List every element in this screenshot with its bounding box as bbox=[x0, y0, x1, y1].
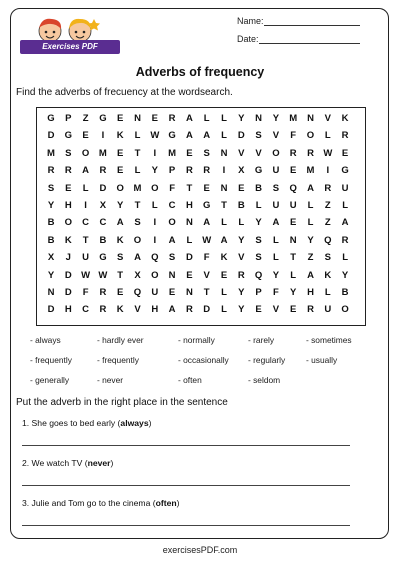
word-list-item: - frequently bbox=[30, 355, 72, 365]
wordsearch-letter[interactable]: A bbox=[185, 113, 193, 124]
wordsearch-letter[interactable]: W bbox=[202, 234, 212, 246]
wordsearch-letter[interactable]: H bbox=[64, 304, 72, 316]
wordsearch-letter[interactable]: L bbox=[221, 304, 227, 316]
wordsearch-letter[interactable]: C bbox=[99, 217, 107, 229]
word-list-item: - usually bbox=[306, 355, 338, 365]
wordsearch-letter[interactable]: R bbox=[307, 304, 314, 316]
wordsearch-letter[interactable]: E bbox=[151, 113, 158, 124]
wordsearch-letter[interactable]: R bbox=[185, 304, 193, 316]
sentence-item bbox=[22, 418, 152, 428]
wordsearch-letter[interactable]: D bbox=[237, 130, 245, 142]
wordsearch-letter[interactable]: M bbox=[47, 147, 55, 159]
wordsearch-instruction: Find the adverbs of frecuency at the wordsearch. bbox=[16, 87, 233, 98]
wordsearch-letter[interactable]: B bbox=[341, 287, 349, 298]
wordsearch-letter[interactable]: W bbox=[81, 269, 91, 281]
wordsearch-letter[interactable]: Y bbox=[238, 287, 245, 298]
wordsearch-letter[interactable]: R bbox=[203, 165, 211, 177]
wordsearch-letter[interactable]: D bbox=[47, 304, 55, 316]
wordsearch-letter[interactable]: E bbox=[65, 182, 72, 194]
wordsearch-letter[interactable]: N bbox=[220, 182, 228, 194]
wordsearch-letter[interactable]: N bbox=[185, 217, 193, 229]
wordsearch-letter[interactable]: V bbox=[134, 304, 141, 316]
logo-text: Exercises PDF bbox=[20, 40, 120, 54]
wordsearch-letter[interactable]: L bbox=[272, 234, 279, 246]
wordsearch-letter[interactable]: S bbox=[117, 252, 124, 264]
word-list-item: - generally bbox=[30, 375, 70, 385]
wordsearch-letter[interactable]: A bbox=[203, 130, 211, 142]
wordsearch-letter[interactable]: E bbox=[117, 165, 124, 177]
sentence-instruction: Put the adverb in the right place in the sentence bbox=[16, 397, 228, 408]
wordsearch-letter[interactable]: Y bbox=[255, 217, 262, 229]
wordsearch-letter[interactable]: L bbox=[272, 252, 279, 264]
wordsearch-letter[interactable]: R bbox=[237, 269, 245, 281]
wordsearch-letter[interactable]: R bbox=[99, 287, 107, 298]
wordsearch-letter[interactable]: M bbox=[306, 165, 315, 177]
wordsearch-letter[interactable]: B bbox=[99, 234, 107, 246]
wordsearch-letter[interactable]: E bbox=[255, 304, 262, 316]
wordsearch-letter[interactable]: I bbox=[84, 200, 87, 211]
wordsearch-grid bbox=[36, 107, 366, 326]
wordsearch-letter[interactable]: M bbox=[133, 182, 142, 194]
word-list-item: - always bbox=[30, 335, 61, 345]
wordsearch-letter[interactable]: L bbox=[82, 182, 89, 194]
sentence-item bbox=[22, 498, 180, 508]
wordsearch-letter[interactable]: X bbox=[134, 269, 141, 281]
wordsearch-letter[interactable]: L bbox=[324, 130, 331, 142]
wordsearch-letter[interactable]: A bbox=[341, 217, 349, 229]
wordsearch-letter[interactable]: H bbox=[185, 200, 193, 211]
wordsearch-letter[interactable]: E bbox=[220, 269, 228, 281]
wordsearch-letter[interactable]: E bbox=[290, 165, 297, 177]
wordsearch-letter[interactable]: Q bbox=[324, 234, 332, 246]
wordsearch-letter[interactable]: Z bbox=[82, 113, 89, 124]
wordsearch-letter[interactable]: M bbox=[289, 113, 298, 124]
wordsearch-letter[interactable]: R bbox=[324, 182, 332, 194]
wordsearch-letter[interactable]: Z bbox=[324, 200, 331, 211]
wordsearch-letter[interactable]: L bbox=[134, 130, 141, 142]
word-list-item: - never bbox=[97, 375, 124, 385]
wordsearch-letter[interactable]: C bbox=[168, 200, 176, 211]
wordsearch-letter[interactable]: U bbox=[82, 252, 90, 264]
word-list-item: - regularly bbox=[248, 355, 286, 365]
wordsearch-letter[interactable]: T bbox=[134, 200, 141, 211]
wordsearch-letter[interactable]: U bbox=[272, 165, 280, 177]
wordsearch-letter[interactable]: L bbox=[324, 287, 331, 298]
sentence-adverb: always bbox=[120, 418, 149, 428]
wordsearch-letter[interactable]: U bbox=[289, 200, 297, 211]
wordsearch-letter[interactable]: T bbox=[134, 147, 141, 159]
wordsearch-letter[interactable]: T bbox=[203, 287, 210, 298]
wordsearch-letter[interactable]: V bbox=[238, 252, 245, 264]
wordsearch-letter[interactable]: U bbox=[324, 304, 332, 316]
wordsearch-letter[interactable]: I bbox=[101, 130, 105, 142]
wordsearch-letter[interactable]: A bbox=[185, 130, 193, 142]
wordsearch-letter[interactable]: V bbox=[203, 269, 210, 281]
wordsearch-letter[interactable]: Z bbox=[324, 217, 331, 229]
wordsearch-letter[interactable]: Q bbox=[289, 182, 297, 194]
wordsearch-letter[interactable]: G bbox=[47, 113, 55, 124]
wordsearch-letter[interactable]: Y bbox=[117, 200, 124, 211]
word-list-item: - rarely bbox=[248, 335, 275, 345]
wordsearch-letter[interactable]: X bbox=[238, 165, 245, 177]
wordsearch-letter[interactable]: S bbox=[272, 182, 280, 194]
wordsearch-letter[interactable]: O bbox=[306, 130, 315, 142]
wordsearch-letter[interactable]: E bbox=[168, 287, 176, 298]
word-list-item: - seldom bbox=[248, 375, 281, 385]
wordsearch-letter[interactable]: D bbox=[64, 269, 72, 281]
word-list-item: - hardly ever bbox=[97, 335, 144, 345]
sentence-text: 1. She goes to bed early ( bbox=[22, 418, 121, 428]
wordsearch-letter[interactable]: E bbox=[117, 147, 124, 159]
wordsearch-letter[interactable]: O bbox=[272, 147, 280, 159]
wordsearch-letter[interactable]: O bbox=[81, 147, 90, 159]
wordsearch-letter[interactable]: N bbox=[220, 147, 228, 159]
wordsearch-letter[interactable]: K bbox=[116, 130, 124, 142]
wordsearch-letter[interactable]: W bbox=[98, 269, 108, 281]
wordsearch-letter[interactable]: Y bbox=[341, 269, 349, 281]
wordsearch-letter[interactable]: V bbox=[272, 130, 280, 142]
wordsearch-letter[interactable]: O bbox=[116, 182, 124, 194]
wordsearch-letter[interactable]: N bbox=[134, 113, 141, 124]
footer-site: exercisesPDF.com bbox=[162, 545, 238, 555]
wordsearch-letter[interactable]: E bbox=[82, 130, 89, 142]
wordsearch-letter[interactable]: E bbox=[117, 113, 124, 124]
wordsearch-letter[interactable]: Y bbox=[238, 234, 245, 246]
wordsearch-letter[interactable]: D bbox=[203, 304, 211, 316]
wordsearch-letter[interactable]: M bbox=[98, 147, 107, 159]
wordsearch-letter[interactable]: S bbox=[134, 217, 141, 229]
wordsearch-letter[interactable]: R bbox=[99, 165, 107, 177]
sentence-close: ) bbox=[148, 418, 152, 428]
name-label: Name: bbox=[237, 16, 264, 26]
wordsearch-letter[interactable]: Q bbox=[133, 287, 142, 298]
wordsearch-letter[interactable]: K bbox=[64, 234, 72, 246]
wordsearch-letter[interactable]: D bbox=[64, 287, 72, 298]
wordsearch-letter[interactable]: N bbox=[289, 234, 297, 246]
wordsearch-letter[interactable]: U bbox=[341, 182, 349, 194]
wordsearch-letter[interactable]: R bbox=[185, 165, 193, 177]
wordsearch-letter[interactable]: A bbox=[307, 182, 314, 194]
wordsearch-letter[interactable]: L bbox=[221, 287, 227, 298]
wordsearch-letter[interactable]: B bbox=[237, 200, 245, 211]
sentence-text: 2. We watch TV ( bbox=[22, 458, 88, 468]
wordsearch-letter[interactable]: L bbox=[221, 217, 227, 229]
wordsearch-letter[interactable]: W bbox=[323, 147, 333, 159]
wordsearch-letter[interactable]: Q bbox=[151, 252, 159, 264]
wordsearch-letter[interactable]: B bbox=[255, 182, 263, 194]
wordsearch-letter[interactable]: Y bbox=[238, 113, 245, 124]
wordsearch-letter[interactable]: S bbox=[47, 182, 55, 194]
wordsearch-letter[interactable]: M bbox=[168, 147, 177, 159]
wordsearch-letter[interactable]: Y bbox=[290, 287, 297, 298]
wordsearch-letter[interactable]: D bbox=[99, 182, 107, 194]
wordsearch-letter[interactable]: S bbox=[324, 252, 331, 264]
sentence-item bbox=[22, 458, 113, 468]
wordsearch-letter[interactable]: E bbox=[290, 304, 297, 316]
wordsearch-letter[interactable]: R bbox=[307, 147, 314, 159]
word-list-item: - often bbox=[178, 375, 202, 385]
wordsearch-letter[interactable]: P bbox=[168, 165, 176, 177]
wordsearch-letter[interactable]: V bbox=[238, 147, 245, 159]
wordsearch-letter[interactable]: S bbox=[255, 252, 262, 264]
answer-line[interactable] bbox=[22, 445, 350, 446]
wordsearch-letter[interactable]: Z bbox=[307, 252, 314, 264]
wordsearch-letter[interactable]: N bbox=[307, 113, 314, 124]
wordsearch-letter[interactable]: R bbox=[341, 234, 349, 246]
wordsearch-letter[interactable]: I bbox=[153, 147, 157, 159]
sentence-close: ) bbox=[110, 458, 114, 468]
wordsearch-letter[interactable]: A bbox=[272, 217, 280, 229]
wordsearch-letter[interactable]: L bbox=[307, 217, 314, 229]
name-field[interactable] bbox=[237, 16, 360, 26]
wordsearch-letter[interactable]: U bbox=[272, 200, 280, 211]
wordsearch-letter[interactable]: A bbox=[168, 234, 176, 246]
wordsearch-letter[interactable]: K bbox=[341, 113, 349, 124]
wordsearch-letter[interactable]: E bbox=[290, 217, 297, 229]
wordsearch-letter[interactable]: G bbox=[341, 165, 349, 177]
wordsearch-letter[interactable]: K bbox=[116, 304, 124, 316]
wordsearch-letter[interactable]: L bbox=[307, 200, 314, 211]
sentence-text: 3. Julie and Tom go to the cinema ( bbox=[22, 498, 156, 508]
word-list-item: - occasionally bbox=[178, 355, 229, 365]
wordsearch-letter[interactable]: H bbox=[151, 304, 159, 316]
sentence-adverb: never bbox=[87, 458, 111, 468]
wordsearch-letter[interactable]: H bbox=[307, 287, 314, 298]
wordsearch-letter[interactable]: I bbox=[222, 165, 226, 177]
wordsearch-letter[interactable]: N bbox=[168, 269, 176, 281]
wordsearch-letter[interactable]: L bbox=[203, 113, 210, 124]
wordsearch-letter[interactable]: A bbox=[168, 304, 176, 316]
wordsearch-letter[interactable]: L bbox=[342, 252, 348, 264]
wordsearch-letter[interactable]: L bbox=[255, 200, 262, 211]
wordsearch-letter[interactable]: Y bbox=[307, 234, 314, 246]
wordsearch-letter[interactable]: H bbox=[64, 200, 72, 211]
wordsearch-letter[interactable]: C bbox=[82, 217, 90, 229]
wordsearch-letter[interactable]: Y bbox=[238, 304, 245, 316]
wordsearch-letter[interactable]: T bbox=[221, 200, 227, 211]
wordsearch-letter[interactable]: Y bbox=[47, 269, 55, 281]
wordsearch-letter[interactable]: A bbox=[220, 234, 228, 246]
wordsearch-letter[interactable]: N bbox=[47, 287, 55, 298]
wordsearch-letter[interactable]: X bbox=[47, 252, 55, 264]
wordsearch-letter[interactable]: S bbox=[203, 147, 210, 159]
wordsearch-letter[interactable]: O bbox=[64, 217, 72, 229]
wordsearch-letter[interactable]: K bbox=[116, 234, 124, 246]
wordsearch-letter[interactable]: D bbox=[185, 252, 193, 264]
wordsearch-letter[interactable]: L bbox=[186, 234, 193, 246]
wordsearch-letter[interactable]: V bbox=[255, 147, 262, 159]
wordsearch-letter[interactable]: T bbox=[117, 269, 124, 281]
wordsearch-letter[interactable]: X bbox=[99, 200, 107, 211]
wordsearch-letter[interactable]: S bbox=[65, 147, 72, 159]
wordsearch-letter[interactable]: A bbox=[203, 217, 211, 229]
wordsearch-letter[interactable]: P bbox=[65, 113, 72, 124]
wordsearch-letter[interactable]: N bbox=[185, 287, 193, 298]
wordsearch-letter[interactable]: G bbox=[168, 130, 176, 142]
wordsearch-letter[interactable]: F bbox=[203, 252, 210, 264]
wordsearch-letter[interactable]: E bbox=[186, 147, 193, 159]
wordsearch-letter[interactable]: T bbox=[290, 252, 297, 264]
wordsearch-letter[interactable]: Q bbox=[254, 269, 263, 281]
wordsearch-letter[interactable]: N bbox=[255, 113, 263, 124]
wordsearch-letter[interactable]: R bbox=[289, 147, 297, 159]
wordsearch-letter[interactable]: E bbox=[203, 182, 210, 194]
wordsearch-letter[interactable]: P bbox=[255, 287, 262, 298]
wordsearch-letter[interactable]: Y bbox=[272, 269, 280, 281]
wordsearch-letter[interactable]: Y bbox=[272, 113, 280, 124]
exercises-pdf-logo bbox=[20, 14, 120, 60]
sentence-adverb: often bbox=[155, 498, 177, 508]
word-list-item: - sometimes bbox=[306, 335, 352, 345]
sentence-close: ) bbox=[176, 498, 180, 508]
wordsearch-letter[interactable]: R bbox=[99, 304, 107, 316]
wordsearch-letter[interactable]: F bbox=[82, 287, 89, 298]
wordsearch-letter[interactable]: L bbox=[342, 200, 348, 211]
wordsearch-letter[interactable]: R bbox=[64, 165, 72, 177]
wordsearch-letter[interactable]: S bbox=[168, 252, 176, 264]
wordsearch-letter[interactable]: W bbox=[150, 130, 160, 142]
wordsearch-letter[interactable]: U bbox=[151, 287, 159, 298]
wordsearch-letter[interactable]: L bbox=[221, 130, 227, 142]
wordsearch-letter[interactable]: L bbox=[238, 217, 245, 229]
wordsearch-letter[interactable]: A bbox=[116, 217, 124, 229]
wordsearch-letter[interactable]: G bbox=[64, 130, 72, 142]
wordsearch-letter[interactable]: T bbox=[82, 234, 89, 246]
word-list-item: - normally bbox=[178, 335, 215, 345]
wordsearch-letter[interactable]: F bbox=[272, 287, 279, 298]
wordsearch-letter[interactable]: O bbox=[133, 234, 142, 246]
wordsearch-letter[interactable]: A bbox=[82, 165, 90, 177]
wordsearch-letter[interactable]: L bbox=[221, 113, 227, 124]
wordsearch-letter[interactable]: D bbox=[47, 130, 55, 142]
wordsearch-letter[interactable]: L bbox=[290, 269, 297, 281]
wordsearch-letter[interactable]: G bbox=[99, 113, 107, 124]
wordsearch-letter[interactable]: I bbox=[153, 217, 157, 229]
wordsearch-letter[interactable]: R bbox=[47, 165, 55, 177]
wordsearch-letter[interactable]: V bbox=[272, 304, 280, 316]
wordsearch-letter[interactable]: I bbox=[326, 165, 330, 177]
wordsearch-letter[interactable]: F bbox=[290, 130, 297, 142]
wordsearch-letter[interactable]: O bbox=[151, 269, 159, 281]
name-line[interactable] bbox=[264, 25, 360, 26]
wordsearch-letter[interactable]: L bbox=[151, 200, 158, 211]
date-field[interactable] bbox=[237, 34, 360, 44]
wordsearch-letter[interactable]: S bbox=[255, 130, 262, 142]
wordsearch-letter[interactable]: T bbox=[186, 182, 193, 194]
wordsearch-letter[interactable]: B bbox=[47, 234, 55, 246]
wordsearch-letter[interactable]: O bbox=[168, 217, 176, 229]
wordsearch-letter[interactable]: B bbox=[47, 217, 55, 229]
wordsearch-letter[interactable]: E bbox=[117, 287, 124, 298]
wordsearch-letter[interactable]: E bbox=[238, 182, 245, 194]
wordsearch-letter[interactable]: F bbox=[169, 182, 175, 194]
wordsearch-letter[interactable]: R bbox=[341, 130, 349, 142]
wordsearch-letter[interactable]: K bbox=[324, 269, 332, 281]
wordsearch-letter[interactable]: G bbox=[254, 165, 263, 177]
word-list-item: - frequently bbox=[97, 355, 139, 365]
wordsearch-letter[interactable]: K bbox=[220, 252, 228, 264]
wordsearch-letter[interactable]: E bbox=[341, 147, 349, 159]
wordsearch-letter[interactable]: A bbox=[307, 269, 314, 281]
wordsearch-letter[interactable]: J bbox=[65, 252, 71, 264]
wordsearch-letter[interactable]: C bbox=[82, 304, 90, 316]
wordsearch-letter[interactable]: E bbox=[186, 269, 193, 281]
wordsearch-letter[interactable]: R bbox=[168, 113, 176, 124]
wordsearch-letter[interactable]: V bbox=[324, 113, 331, 124]
date-line[interactable] bbox=[259, 43, 360, 44]
wordsearch-letter[interactable]: O bbox=[341, 304, 349, 316]
wordsearch-letter[interactable]: G bbox=[202, 200, 211, 211]
date-label: Date: bbox=[237, 34, 259, 44]
wordsearch-letter[interactable]: Y bbox=[47, 200, 55, 211]
answer-line[interactable] bbox=[22, 485, 350, 486]
wordsearch-letter[interactable]: Y bbox=[151, 165, 158, 177]
wordsearch-letter[interactable]: S bbox=[255, 234, 262, 246]
page-title: Adverbs of frequency bbox=[135, 65, 265, 79]
wordsearch-letter[interactable]: L bbox=[134, 165, 141, 177]
wordsearch-letter[interactable]: O bbox=[151, 182, 159, 194]
answer-line[interactable] bbox=[22, 525, 350, 526]
wordsearch-letter[interactable]: A bbox=[134, 252, 141, 264]
wordsearch-letter[interactable]: I bbox=[153, 234, 157, 246]
wordsearch-letter[interactable]: G bbox=[99, 252, 107, 264]
